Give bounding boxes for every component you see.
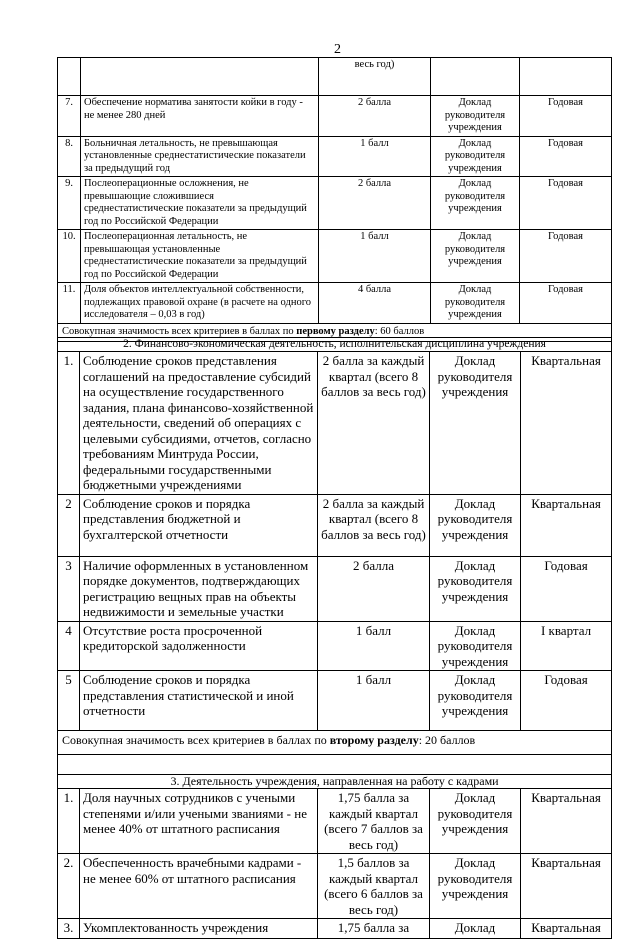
source-cell: Доклад руководителя учреждения	[430, 854, 521, 919]
table-row	[58, 494, 612, 556]
section-3-title: 3. Деятельность учреждения, направленная на работу с кадрами	[58, 775, 612, 789]
points-cell: 2 балла	[319, 177, 431, 230]
period-cell: Годовая	[521, 556, 612, 621]
row-number: 2.	[58, 854, 80, 919]
criterion-cell: Укомплектованность учреждения	[80, 919, 318, 939]
period-cell: Годовая	[520, 96, 612, 137]
table-row	[58, 283, 612, 324]
criterion-cell: Отсутствие роста просроченной кредиторской задолженности	[80, 621, 318, 671]
period-cell: Квартальная	[521, 494, 612, 556]
period-cell: Годовая	[520, 136, 612, 177]
row-number: 1.	[58, 352, 80, 495]
row-number: 4	[58, 621, 80, 671]
table-row	[58, 919, 612, 939]
table-row	[58, 230, 612, 283]
period-cell: Квартальная	[521, 854, 612, 919]
period-cell: Годовая	[520, 177, 612, 230]
row-number: 8.	[58, 136, 81, 177]
period-cell: Годовая	[521, 671, 612, 731]
row-number: 2	[58, 494, 80, 556]
criterion-cell: Соблюдение сроков представления соглашений на предоставление субсидий на осуществление государственного задания, плана финансово-хозяйственной деятельности, сведений об операциях с целевыми субсидиями, отчетов, согласно требованиям Минтруда России, федеральными государственными бюджетными учреждениями	[80, 352, 318, 495]
source-cell: Доклад руководителя учреждения	[431, 136, 520, 177]
points-cell: 2 балла за каждый квартал (всего 8 баллов за весь год)	[318, 352, 430, 495]
table-row	[58, 96, 612, 137]
row-number: 3	[58, 556, 80, 621]
criterion-cell: Соблюдение сроков и порядка представления статистической и иной отчетности	[80, 671, 318, 731]
row-number: 11.	[58, 283, 81, 324]
criterion-cell: Послеоперационная летальность, не превышающая установленные среднестатистические показатели за предыдущий год по Российской Федерации	[81, 230, 319, 283]
source-cell: Доклад руководителя учреждения	[431, 230, 520, 283]
source-cell: Доклад руководителя учреждения	[430, 621, 521, 671]
criterion-cell: Доля объектов интеллектуальной собственности, подлежащих правовой охране (в расчете на одного исследователя – 0,03 в год)	[81, 283, 319, 324]
source-cell: Доклад руководителя учреждения	[430, 494, 521, 556]
source-cell: Доклад руководителя учреждения	[430, 352, 521, 495]
row-number: 3.	[58, 919, 80, 939]
points-cell: 1 балл	[318, 621, 430, 671]
points-cell: 1,75 балла за каждый квартал (всего 7 баллов за весь год)	[318, 789, 430, 854]
table-row	[58, 854, 612, 919]
row-number: 7.	[58, 96, 81, 137]
criterion-cell: Доля научных сотрудников с учеными степенями и/или учеными званиями - не менее 40% от штатного расписания	[80, 789, 318, 854]
points-cell: 4 балла	[319, 283, 431, 324]
section-header-row	[58, 775, 612, 789]
section-header-row	[58, 338, 612, 352]
points-cell: 2 балла	[319, 96, 431, 137]
criterion-cell: Обеспеченность врачебными кадрами - не менее 60% от штатного расписания	[80, 854, 318, 919]
section-total-row	[58, 731, 612, 755]
row-number: 10.	[58, 230, 81, 283]
points-cell: 2 балла за каждый квартал (всего 8 баллов за весь год)	[318, 494, 430, 556]
period-cell: Квартальная	[521, 352, 612, 495]
table-row	[58, 671, 612, 731]
period-cell: Квартальная	[521, 919, 612, 939]
section-2-total: Совокупная значимость всех критериев в баллах по второму разделу: 20 баллов	[58, 731, 612, 755]
section-2-title: 2. Финансово-экономическая деятельность, исполнительская дисциплина учреждения	[58, 338, 612, 352]
table-row	[58, 177, 612, 230]
table-row	[58, 789, 612, 854]
criteria-table-section-1	[57, 57, 612, 342]
criterion-cell: Наличие оформленных в установленном порядке документов, подтверждающих регистрацию вещных прав на объекты недвижимости и земельные участки	[80, 556, 318, 621]
source-cell: Доклад руководителя учреждения	[430, 671, 521, 731]
points-cell: весь год)	[319, 58, 431, 96]
section-1-total: Совокупная значимость всех критериев в баллах по первому разделу: 60 баллов	[58, 323, 612, 341]
period-cell: Годовая	[520, 283, 612, 324]
points-cell: 1,75 балла за	[318, 919, 430, 939]
points-cell: 1 балл	[318, 671, 430, 731]
source-cell: Доклад руководителя учреждения	[431, 283, 520, 324]
row-number: 1.	[58, 789, 80, 854]
points-cell: 1 балл	[319, 230, 431, 283]
table-row-continuation	[58, 58, 612, 96]
criterion-cell: Обеспечение норматива занятости койки в году - не менее 280 дней	[81, 96, 319, 137]
source-cell: Доклад руководителя учреждения	[430, 556, 521, 621]
points-cell: 2 балла	[318, 556, 430, 621]
row-number: 5	[58, 671, 80, 731]
table-row	[58, 352, 612, 495]
period-cell: Годовая	[520, 230, 612, 283]
criterion-cell: Послеоперационные осложнения, не превышающие сложившиеся среднестатистические показатели за предыдущий год по Российской Федерации	[81, 177, 319, 230]
source-cell: Доклад	[430, 919, 521, 939]
source-cell: Доклад руководителя учреждения	[431, 177, 520, 230]
source-cell: Доклад руководителя учреждения	[431, 96, 520, 137]
page-number: 2	[334, 42, 341, 57]
points-cell: 1 балл	[319, 136, 431, 177]
row-number: 9.	[58, 177, 81, 230]
table-row	[58, 136, 612, 177]
table-row	[58, 621, 612, 671]
period-cell: I квартал	[521, 621, 612, 671]
criterion-cell: Больничная летальность, не превышающая установленные среднестатистические показатели за предыдущий год	[81, 136, 319, 177]
source-cell: Доклад руководителя учреждения	[430, 789, 521, 854]
points-cell: 1,5 баллов за каждый квартал (всего 6 баллов за весь год)	[318, 854, 430, 919]
table-row	[58, 556, 612, 621]
section-spacer-row	[58, 755, 612, 775]
criteria-table-sections-2-3	[57, 337, 612, 939]
criterion-cell: Соблюдение сроков и порядка представления бюджетной и бухгалтерской отчетности	[80, 494, 318, 556]
period-cell: Квартальная	[521, 789, 612, 854]
